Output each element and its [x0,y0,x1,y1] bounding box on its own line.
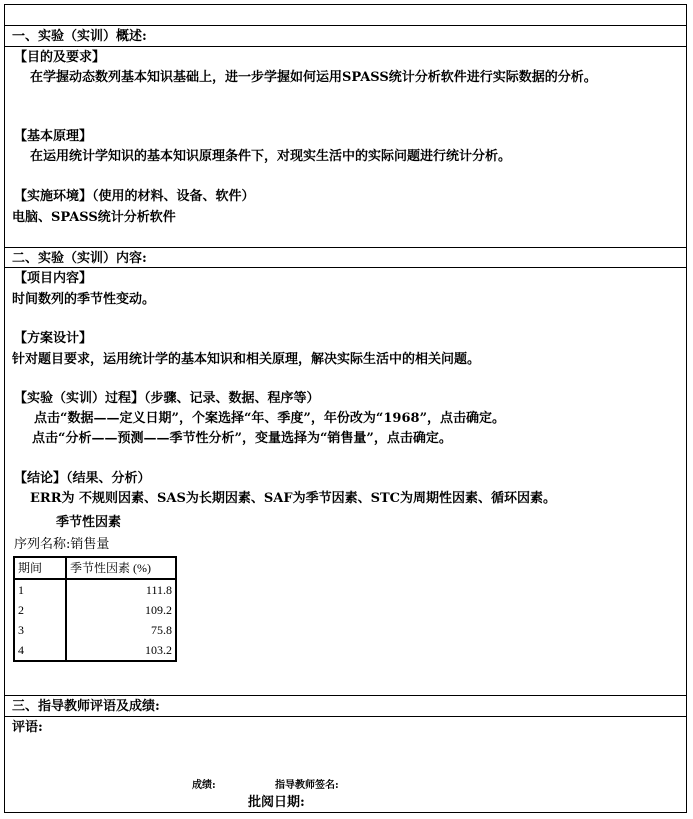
design-label: 【方案设计】 [14,331,93,346]
principle-text: 在运用统计学知识的基本知识原理条件下，对现实生活中的实际问题进行统计分析。 [30,149,512,164]
column-header-factor: 季节性因素 (%) [66,557,176,579]
conclusion-label: 【结论】（结果、分析） [14,471,151,486]
objective-label: 【目的及要求】 [14,50,106,65]
divider [4,695,687,696]
table-row [14,620,176,640]
period-cell: 2 [14,600,66,620]
seasonal-factor-table [13,556,177,662]
divider [4,716,687,717]
section2-heading: 二、实验（实训）内容: [12,251,147,266]
series-name: 序列名称:销售量 [14,537,110,552]
signature-label: 指导教师签名: [275,780,339,791]
process-label: 【实验（实训）过程】（步骤、记录、数据、程序等） [14,391,320,406]
review-date-label: 批阅日期: [248,795,305,810]
column-header-period: 期间 [14,557,66,579]
divider [4,247,687,248]
table-row [14,640,176,661]
comment-label: 评语: [12,720,43,735]
conclusion-text: ERR为 不规则因素、SAS为长期因素、SAF为季节因素、STC为周期性因素、循环因素。 [30,491,557,506]
environment-text: 电脑、SPASS统计分析软件 [12,210,176,225]
project-text: 时间数列的季节性变动。 [12,292,156,307]
principle-label: 【基本原理】 [14,129,93,144]
table-row [14,579,176,600]
score-label: 成绩: [192,780,216,791]
divider [4,46,687,47]
process-step-2: 点击“分析——预测——季节性分析”，变量选择为“销售量”，点击确定。 [32,431,452,446]
table-header-row [14,557,176,579]
project-label: 【项目内容】 [14,271,93,286]
period-cell: 1 [14,579,66,600]
report-frame [4,4,687,813]
design-text: 针对题目要求，运用统计学的基本知识和相关原理，解决实际生活中的相关问题。 [12,352,481,367]
table-title: 季节性因素 [56,515,122,530]
factor-cell: 75.8 [151,623,172,637]
period-cell: 4 [14,640,66,661]
period-cell: 3 [14,620,66,640]
factor-cell: 103.2 [145,643,172,657]
environment-label: 【实施环境】（使用的材料、设备、软件） [14,189,255,204]
section1-heading: 一、实验（实训）概述: [12,29,147,44]
section3-heading: 三、指导教师评语及成绩: [12,699,160,714]
objective-text: 在学握动态数列基本知识基础上，进一步学握如何运用SPASS统计分析软件进行实际数据的分析。 [30,70,597,85]
factor-cell: 111.8 [145,583,172,597]
divider [4,267,687,268]
factor-cell: 109.2 [145,603,172,617]
process-step-1: 点击“数据——定义日期”，个案选择“年、季度”，年份改为“1968”，点击确定。 [34,411,506,426]
divider [4,25,687,26]
table-row [14,600,176,620]
